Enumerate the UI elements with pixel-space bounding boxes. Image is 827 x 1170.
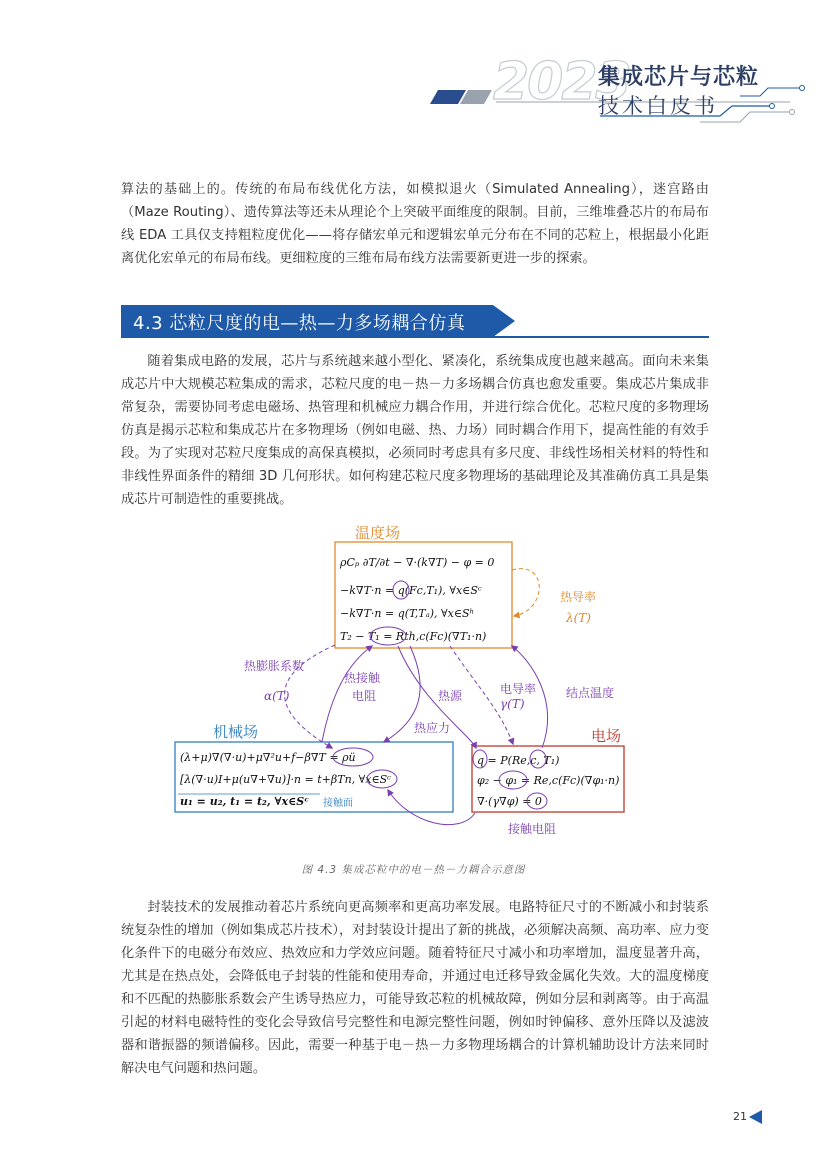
paragraph-3: 封装技术的发展推动着芯片系统向更高频率和更高功率发展。电路特征尺寸的不断减小和封装系统复杂性的增加（例如集成芯片技术），对封装设计提出了新的挑战，必须解决高频、高功率、应力变化条件下的电磁分布效应、热效应和力学效应问题。随着特征尺寸减小和功率增加，温度显著升高，尤其是在热点处，会降低电子封装的性能和使用寿命，并通过电迁移导致金属化失效。大的温度梯度和不匹配的热膨胀系数会产生诱导热应力，可能导致芯粒的机械故障，例如分层和剥离等。由于高温引起的材料电磁特性的变化会导致信号完整性和电源完整性问题，例如时钟偏移、意外压降以及滤波器和谐振器的频谱偏移。因此，需要一种基于电－热－力多物理场耦合的计算机辅助设计方法来同时解决电气问题和热问题。 — [121, 900, 709, 1076]
thermal-field-title: 温度场 — [355, 524, 401, 542]
thermal-eq-3: −k∇T·n = q(T,Tₐ), ∀x∈Sʰ — [340, 607, 475, 620]
page-arrow-icon — [749, 1110, 762, 1124]
header-subtitle: 技术白皮书 — [598, 94, 718, 118]
elec-eq-1: q = P(Re,c, T₁) — [477, 754, 560, 767]
label-heat-source: 热源 — [438, 689, 463, 703]
thermal-eq-4: T₂ − T₁ = Rth,c(Fc)(∇T₁·n) — [340, 630, 487, 643]
mech-contact-label: 接触面 — [323, 798, 353, 809]
paragraph-1: 算法的基础上的。传统的布局布线优化方法，如模拟退火（Simulated Annealing），迷宫路由（Maze Routing）、遗传算法等还未从理论个上突破平面维度的限制。目前，三维堆叠芯片的布局布线 EDA 工具仅支持粗粒度优化——将存储宏单元和逻辑宏单元分布在不同的芯粒上，根据最小化距离优化宏单元的布局布线。更细粒度的三维布局布线方法需要新更进一步的探索。 — [121, 182, 709, 266]
label-contact-res-1: 热接触 — [344, 671, 381, 685]
thermal-eq-2: −k∇T·n = q(Fc,T₁), ∀x∈Sᶜ — [340, 584, 482, 597]
arrow-contact-elec-res — [388, 790, 475, 825]
paragraph-2: 随着集成电路的发展，芯片与系统越来越小型化、紧凑化，系统集成度也越来越高。面向未来集成芯片中大规模芯粒集成的需求，芯粒尺度的电－热－力多场耦合仿真也愈发重要。集成芯片集成非常复杂，需要协同考虑电磁场、热管理和机械应力耦合作用，并进行综合优化。芯粒尺度的多物理场仿真是揭示芯粒和集成芯片在多物理场（例如电磁、热、力场）同时耦合作用下，提高性能的有效手段。为了实现对芯粒尺度集成的高保真模拟，必须同时考虑具有多尺度、非线性场相关材料的特性和非线性界面条件的精细 3D 几何形状。如何构建芯粒尺度多物理场的基础理论及其准确仿真工具是集成芯片可制造性的重要挑战。 — [121, 354, 709, 507]
page-number: 21 — [733, 1110, 747, 1123]
thermal-cond-loop — [512, 569, 539, 616]
section-heading — [121, 305, 709, 338]
label-thermal-stress: 热应力 — [414, 721, 451, 735]
label-expansion-sym: α(T) — [264, 689, 290, 703]
label-contact-res-2: 电阻 — [352, 689, 377, 703]
label-contact-elec-res: 接触电阻 — [508, 822, 557, 836]
elec-eq-3: ∇·(γ∇φ) = 0 — [477, 795, 542, 808]
label-thermal-cond-sym: λ(T) — [566, 611, 591, 625]
mech-eq-2: [λ(∇·u)I+μ(u∇+∇u)]·n = t+βTn, ∀x∈Sᶜ — [180, 773, 392, 786]
coupling-diagram — [150, 515, 670, 855]
header-title: 集成芯片与芯粒 — [598, 65, 760, 90]
section-title: 4.3 芯粒尺度的电—热—力多场耦合仿真 — [133, 313, 466, 334]
elec-eq-2: φ₂ − φ₁ = Re,c(Fc)(∇φ₁·n) — [477, 774, 620, 787]
mech-field-title: 机械场 — [213, 723, 259, 741]
label-expansion: 热膨胀系数 — [244, 659, 305, 673]
label-elec-cond-sym: γ(T) — [500, 697, 525, 711]
header-year: 2023 — [493, 52, 630, 112]
section-arrow — [493, 305, 515, 337]
elec-field-title: 电场 — [591, 727, 622, 745]
figure-caption: 图 4.3 集成芯粒中的电－热－力耦合示意图 — [301, 864, 526, 876]
label-junction-temp: 结点温度 — [566, 686, 615, 700]
label-elec-cond: 电导率 — [500, 682, 537, 696]
mech-eq-1: (λ+μ)∇(∇·u)+μ∇²u+f−β∇T = ρü — [180, 751, 356, 764]
thermal-eq-1: ρCₚ ∂T/∂t − ∇·(k∇T) − φ = 0 — [340, 556, 495, 569]
label-thermal-cond: 热导率 — [560, 590, 597, 604]
mech-eq-3: u₁ = u₂, t₁ = t₂, ∀x∈Sᶜ — [180, 795, 309, 808]
